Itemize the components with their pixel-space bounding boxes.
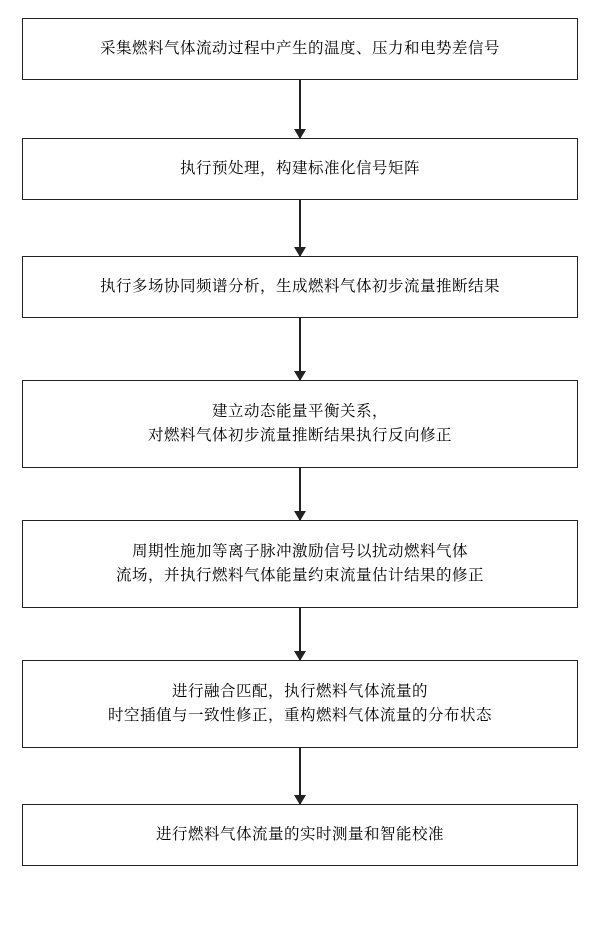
flowchart-arrow-1 bbox=[299, 80, 301, 138]
flowchart-step-6 bbox=[22, 660, 578, 748]
flowchart-step-1-label: 采集燃料气体流动过程中产生的温度、压力和电势差信号 bbox=[99, 39, 500, 57]
flowchart-step-7-label: 进行燃料气体流量的实时测量和智能校准 bbox=[155, 825, 444, 843]
flowchart-step-6-label: 进行融合匹配，执行燃料气体流量的 时空插值与一致性修正，重构燃料气体流量的分布状态 bbox=[107, 682, 492, 724]
flowchart-step-3-label: 执行多场协同频谱分析，生成燃料气体初步流量推断结果 bbox=[99, 277, 500, 295]
flowchart-step-3 bbox=[22, 256, 578, 318]
flowchart-arrow-3 bbox=[299, 318, 301, 380]
flowchart-step-4 bbox=[22, 380, 578, 468]
flowchart-step-5 bbox=[22, 520, 578, 608]
flowchart-step-5-label: 周期性施加等离子脉冲激励信号以扰动燃料气体 流场，并执行燃料气体能量约束流量估计结果的修正 bbox=[115, 542, 484, 584]
flowchart-step-2-label: 执行预处理，构建标准化信号矩阵 bbox=[179, 159, 420, 177]
flowchart-step-7 bbox=[22, 804, 578, 866]
flowchart-step-4-label: 建立动态能量平衡关系， 对燃料气体初步流量推断结果执行反向修正 bbox=[147, 402, 452, 444]
flowchart-arrow-6 bbox=[299, 748, 301, 804]
flowchart-arrow-2 bbox=[299, 200, 301, 256]
flowchart-arrow-5 bbox=[299, 608, 301, 660]
flowchart-step-2 bbox=[22, 138, 578, 200]
flowchart-step-1 bbox=[22, 18, 578, 80]
flowchart-arrow-4 bbox=[299, 468, 301, 520]
